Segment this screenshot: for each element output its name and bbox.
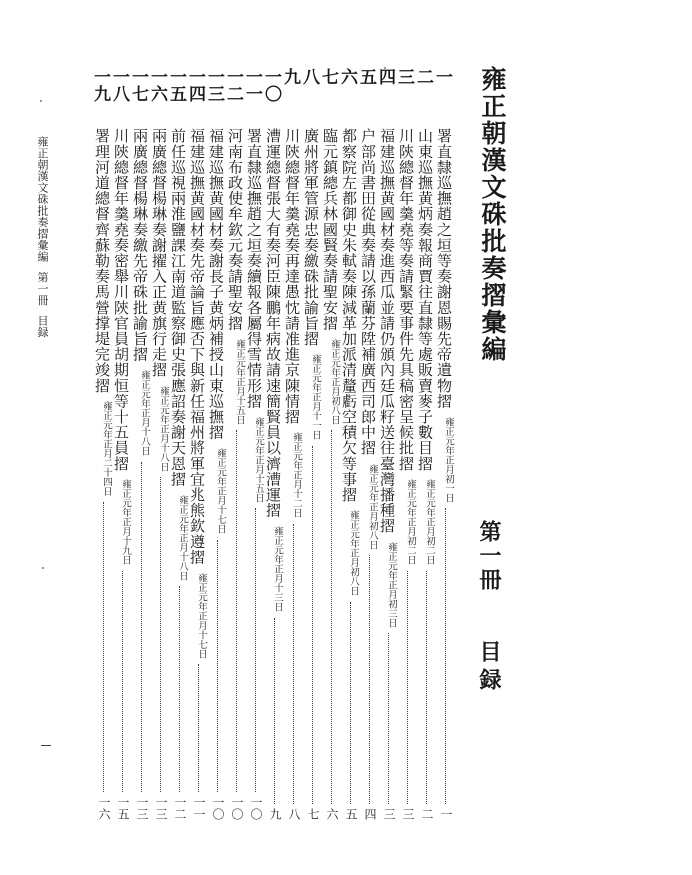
entry-body <box>208 128 227 820</box>
entry-page-number: 四 <box>363 808 377 820</box>
entry-page-number: 六 <box>325 808 339 820</box>
dot-leader <box>369 555 370 804</box>
dot-leader <box>255 508 256 792</box>
entry-date: 雍正元年正月初二日 <box>424 479 435 565</box>
entry-date: 雍正元年正月十八日 <box>158 385 169 472</box>
entry-title: 兩廣總督楊琳奏繳先帝硃批諭旨摺 <box>131 128 149 362</box>
entry-page-number: 一〇 <box>211 796 225 820</box>
catalog-entry <box>90 68 113 820</box>
entry-title: 漕運總督張大有奏河臣陳鵬年病故請速簡賢員以濟漕運摺 <box>264 128 282 518</box>
entry-page-number: 五 <box>344 808 358 820</box>
dot-leader <box>217 540 218 793</box>
entry-number: 一七 <box>128 68 148 102</box>
dot-leader <box>331 430 332 804</box>
entry-page-number: 一〇 <box>249 796 263 820</box>
entry-page-number: 一一 <box>192 796 206 820</box>
entry-date: 雍正元年正月十五日 <box>234 338 245 425</box>
entry-body <box>398 128 417 820</box>
catalog-entry <box>318 68 341 820</box>
scan-speck <box>40 100 42 102</box>
dot-leader <box>293 524 294 804</box>
entry-body <box>246 128 265 820</box>
entry-title: 川陝總督年羹堯等奏請緊要事件先具稿密呈候批摺 <box>397 128 415 472</box>
entry-body <box>151 128 170 820</box>
entry-number: 一 <box>432 68 452 85</box>
catalog-entry <box>337 68 360 820</box>
dot-leader <box>350 602 351 804</box>
catalog-entry <box>109 68 132 820</box>
entry-date: 雍正元年正月十七日 <box>196 572 207 659</box>
entry-number: 一二 <box>223 68 243 102</box>
entry-date: 雍正元年正月初八日 <box>367 463 378 550</box>
entry-number: 六 <box>337 68 357 85</box>
scan-speck <box>42 567 44 569</box>
entry-number: 九 <box>280 68 300 85</box>
catalog-entry <box>299 68 322 820</box>
entry-number: 四 <box>375 68 395 85</box>
entry-page-number: 一五 <box>116 796 130 820</box>
entry-body <box>170 128 189 820</box>
entry-title: 署直隸巡撫趙之垣奏續報各屬得雪情形摺 <box>245 128 263 409</box>
volume-label: 第一冊 <box>476 520 502 592</box>
entry-title: 福建巡撫黄國材奏謝長子黄炳補授山東巡撫摺 <box>207 128 225 440</box>
entry-title: 福建巡撫黄國材奏進西瓜並請仍頒內廷瓜籽送往臺灣播種摺 <box>378 128 396 534</box>
footer-page-number <box>41 745 51 746</box>
entry-title: 前任巡視兩淮鹽課江南道監察御史張應詔奏謝天恩摺 <box>169 128 187 487</box>
entry-page-number: 一 <box>439 808 453 820</box>
dot-leader <box>103 502 104 792</box>
entry-date: 雍正元年正月初八日 <box>329 338 340 425</box>
dot-leader <box>274 618 275 805</box>
entry-number: 一九 <box>90 68 110 102</box>
catalog-entry <box>261 68 284 820</box>
entry-title: 山東巡撫黄炳奏報商賈往直隸等處販賣麥子數目摺 <box>416 128 434 472</box>
catalog-entry <box>185 68 208 820</box>
entry-number: 一五 <box>166 68 186 102</box>
entry-title: 川陝總督年羹堯奏再達愚忱請准進京陳情摺 <box>283 128 301 425</box>
entry-body <box>417 128 436 820</box>
dot-leader <box>141 462 142 793</box>
running-volume: 第一冊 <box>36 271 49 306</box>
entry-date: 雍正元年正月初八日 <box>348 510 359 596</box>
entry-page-number: 一六 <box>97 796 111 820</box>
section-heading: 目録 <box>476 640 502 696</box>
dot-leader <box>426 571 427 804</box>
entry-page-number: 一三 <box>135 796 149 820</box>
entry-body <box>227 128 246 820</box>
dot-leader <box>407 571 408 804</box>
entry-date: 雍正元年正月初二日 <box>405 479 416 565</box>
dot-leader <box>312 446 313 804</box>
catalog-entry <box>413 68 436 820</box>
dot-leader <box>198 664 199 792</box>
dot-leader <box>236 430 237 792</box>
entry-body <box>436 128 455 820</box>
catalog-entry <box>356 68 379 820</box>
catalog-entry <box>204 68 227 820</box>
entry-date: 雍正元年正月十一日 <box>310 354 321 440</box>
entry-body <box>265 128 284 820</box>
entry-title: 川陝總督年羹堯奏密舉川陝官員胡期恒等十五員摺 <box>112 128 130 472</box>
entry-number: 一八 <box>109 68 129 102</box>
catalog-entry <box>128 68 151 820</box>
dot-leader <box>445 508 446 804</box>
entry-body <box>94 128 113 820</box>
catalog-entry <box>242 68 265 820</box>
entry-body <box>360 128 379 820</box>
catalog-entry <box>432 68 455 820</box>
entry-page-number: 一〇 <box>230 796 244 820</box>
catalog-entry <box>280 68 303 820</box>
entry-date: 雍正元年正月十七日 <box>215 448 226 534</box>
entry-page-number: 一三 <box>154 796 168 820</box>
dot-leader <box>179 586 180 792</box>
entry-body <box>322 128 341 820</box>
dot-leader <box>160 477 161 792</box>
dot-leader <box>388 633 389 804</box>
entry-date: 雍正元年正月十八日 <box>177 494 188 581</box>
entry-body <box>284 128 303 820</box>
entry-page-number: 三 <box>401 808 415 820</box>
entry-title: 廣州將軍管源忠奏繳硃批諭旨摺 <box>302 128 320 347</box>
entry-number: 一一 <box>242 68 262 102</box>
entry-title: 兩廣總督楊琳奏謝擢入正黄旗行走摺 <box>150 128 168 378</box>
entry-title: 户部尚書田從典奏請以孫蘭芬陞補廣西司郎中摺 <box>359 128 377 456</box>
entry-number: 五 <box>356 68 376 85</box>
entry-page-number: 三 <box>382 808 396 820</box>
entry-number: 一六 <box>147 68 167 102</box>
entry-date: 雍正元年正月初三日 <box>386 541 397 628</box>
catalog-entry <box>147 68 170 820</box>
entry-number: 二 <box>413 68 433 85</box>
running-section: 目録 <box>36 315 49 338</box>
entry-page-number: 九 <box>268 808 282 820</box>
entry-date: 雍正元年正月十五日 <box>253 416 264 503</box>
entry-body <box>113 128 132 820</box>
entry-date: 雍正元年正月十三日 <box>272 526 283 612</box>
entry-date: 雍正元年正月二十四日 <box>101 401 112 497</box>
entry-page-number: 一二 <box>173 796 187 820</box>
entry-body <box>303 128 322 820</box>
entry-page-number: 八 <box>287 808 301 820</box>
book-title: 雍正朝漢文硃批奏摺彙編 <box>478 66 507 363</box>
entry-page-number: 七 <box>306 808 320 820</box>
entry-number: 一〇 <box>261 68 281 102</box>
catalog-entry <box>375 68 398 820</box>
entry-number: 一三 <box>204 68 224 102</box>
entry-number: 一四 <box>185 68 205 102</box>
entry-number: 三 <box>394 68 414 85</box>
entry-title: 署理河道總督齊蘇勒奏馬營撑堤完竣摺 <box>93 128 111 394</box>
entry-title: 河南布政使牟欽元奏請聖安摺 <box>226 128 244 331</box>
entry-body <box>132 128 151 820</box>
dot-leader <box>122 571 123 792</box>
entry-number: 八 <box>299 68 319 85</box>
entry-title: 署直隸巡撫趙之垣等奏謝恩賜先帝遺物摺 <box>435 128 453 409</box>
catalog-entry <box>166 68 189 820</box>
entry-page-number: 二 <box>420 808 434 820</box>
entry-date: 雍正元年正月十八日 <box>139 370 150 456</box>
running-book-title: 雍正朝漢文硃批奏摺彙編 <box>36 136 49 263</box>
catalog-entry <box>394 68 417 820</box>
running-title <box>34 136 50 386</box>
entry-title: 都察院左都御史朱軾奏陳減革加派清釐虧空積欠等事摺 <box>340 128 358 503</box>
catalog-entry <box>223 68 246 820</box>
entry-body <box>189 128 208 820</box>
entry-number: 七 <box>318 68 338 85</box>
entry-title: 臨元鎮總兵林國賢奏請聖安摺 <box>321 128 339 331</box>
entry-body <box>341 128 360 820</box>
entry-body <box>379 128 398 820</box>
entry-date: 雍正元年正月十二日 <box>291 432 302 518</box>
entry-date: 雍正元年正月十九日 <box>120 479 131 565</box>
entry-title: 福建巡撫黄國材奏先帝論旨應否下與新任福州將軍宜兆熊欽遵摺 <box>188 128 206 565</box>
entry-date: 雍正元年正月初一日 <box>443 416 454 503</box>
